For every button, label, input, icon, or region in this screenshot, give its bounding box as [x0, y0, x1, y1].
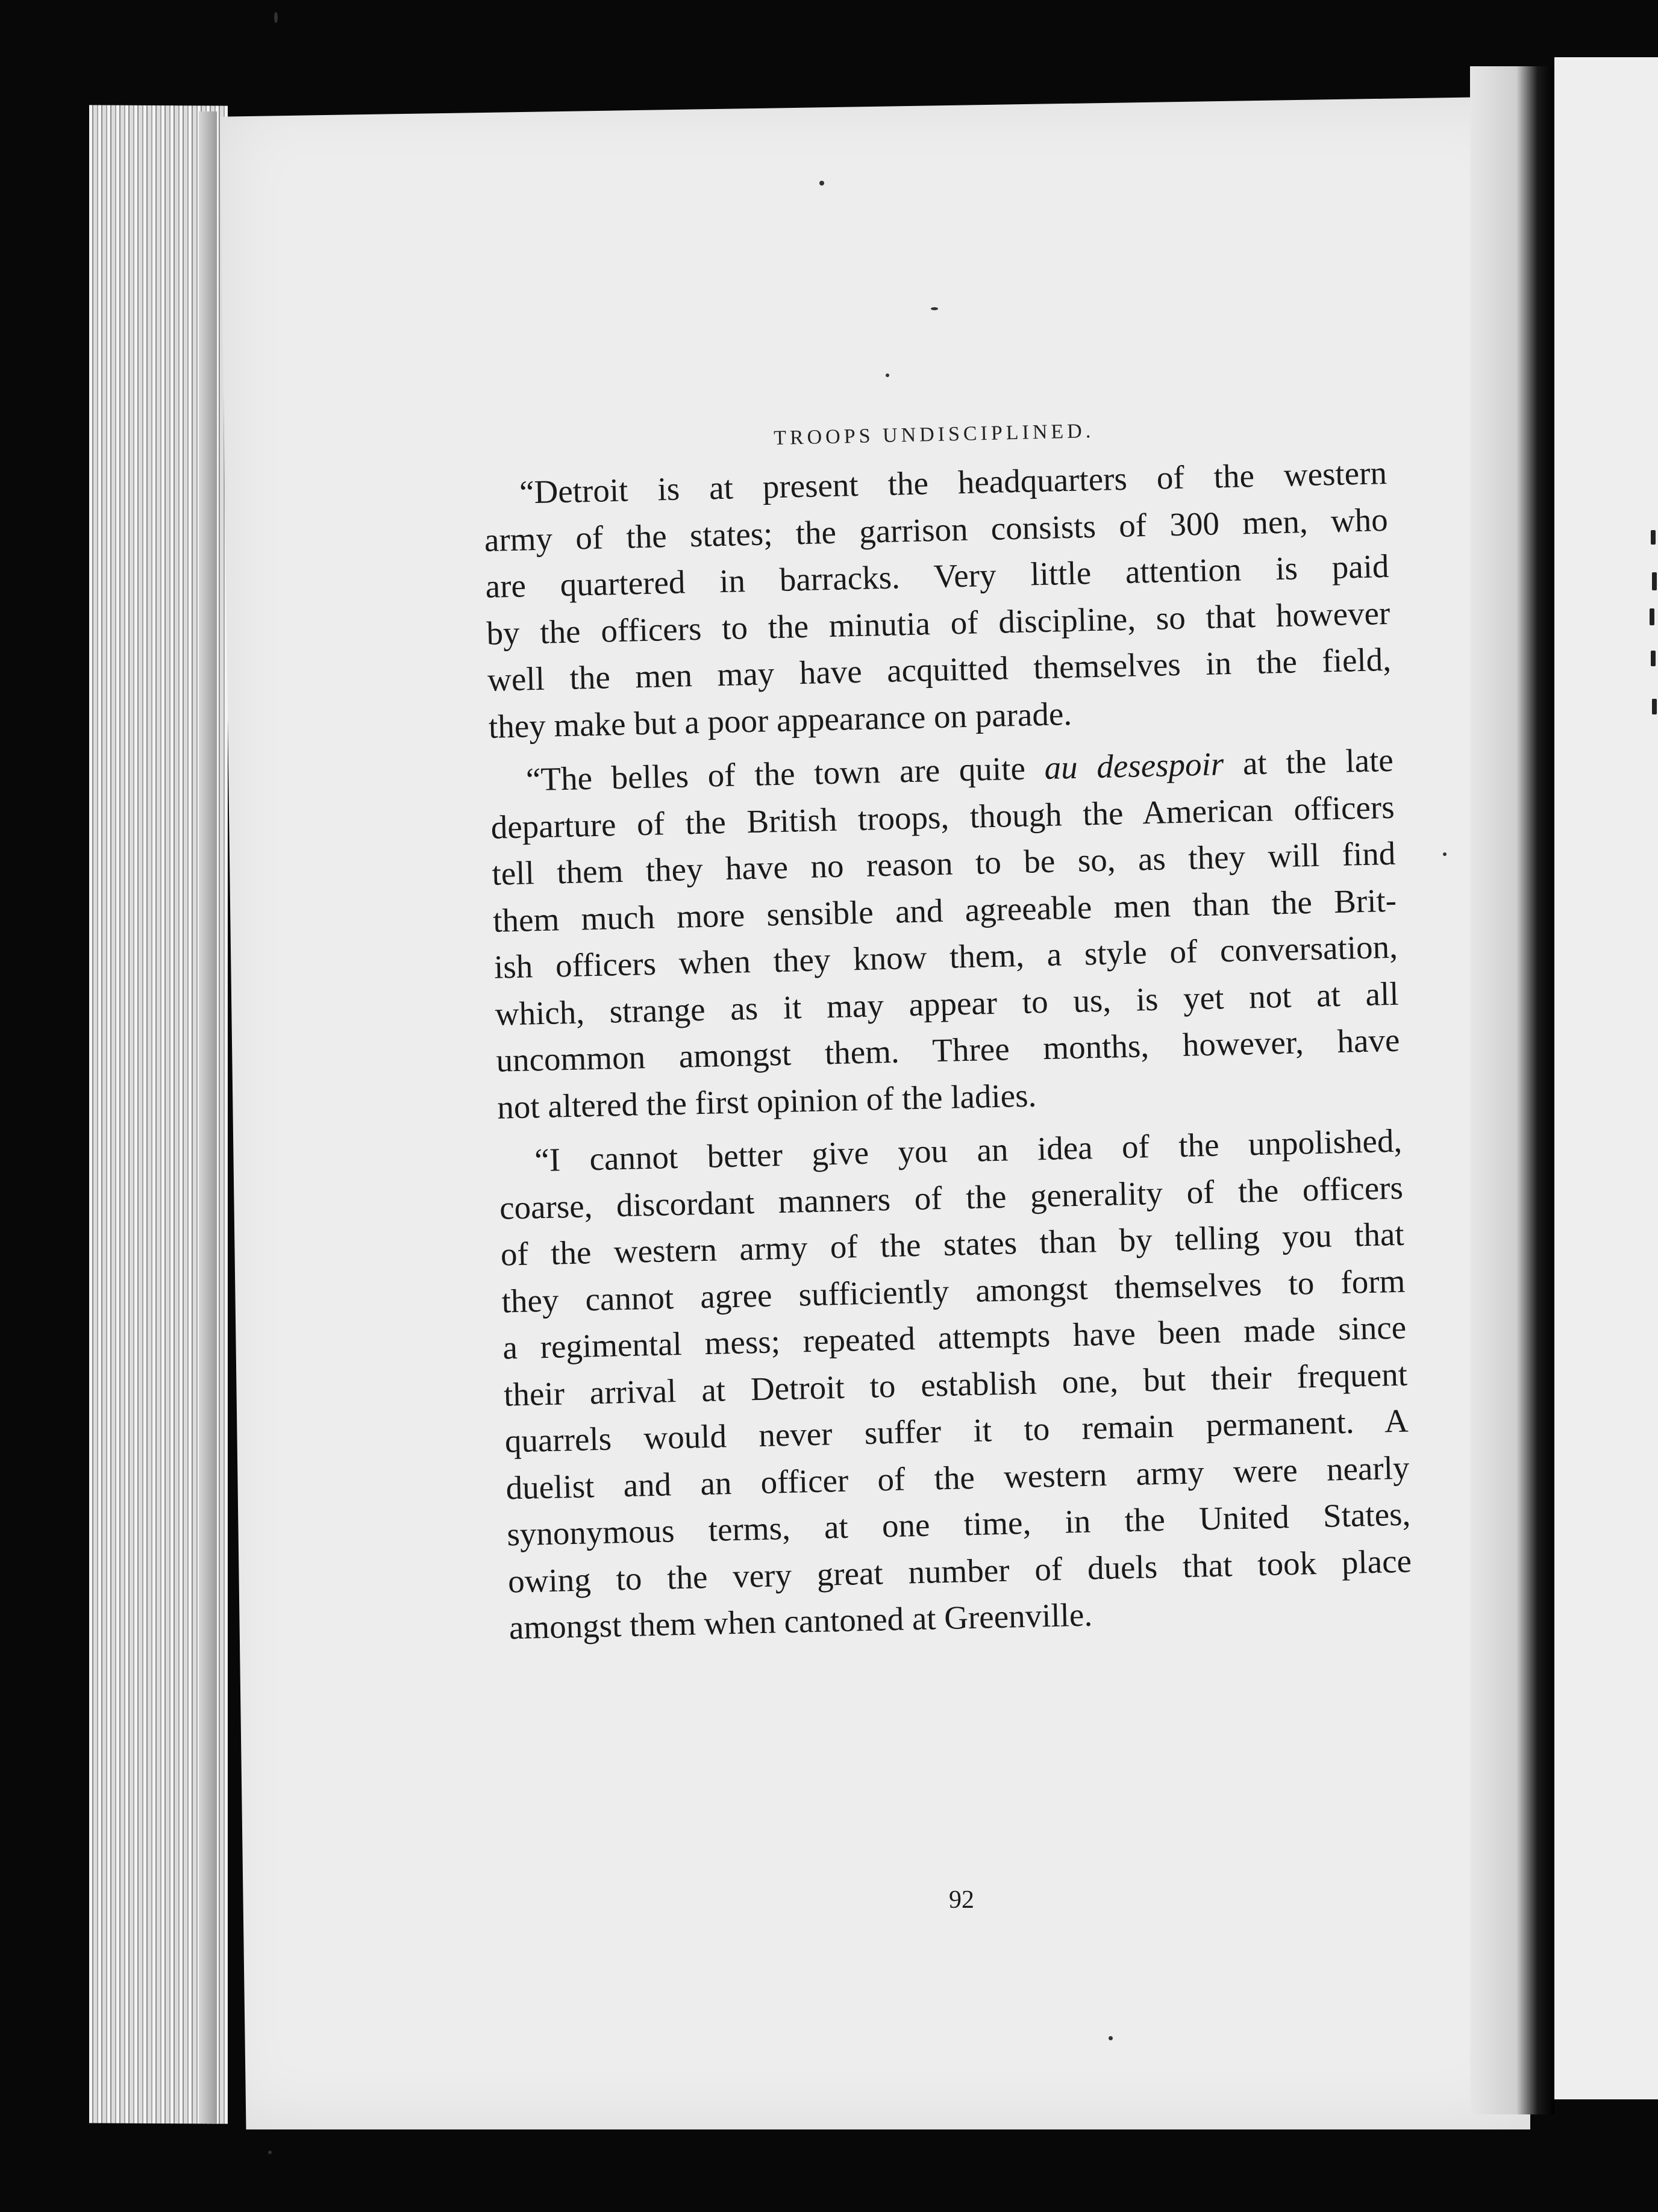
paragraph-1: [483, 449, 1392, 750]
text-line: tell them they have no reason to be so, as they will find: [491, 834, 1396, 892]
text-line: they cannot agree sufficiently amongst themselves to form: [501, 1262, 1406, 1320]
text-line: them much more sensible and agreeable men than the Brit-: [492, 881, 1397, 939]
paragraph-3: [498, 1117, 1413, 1651]
text-line: army of the states; the garrison consists of 300 men, who: [484, 501, 1389, 558]
page-edge-shadow: [199, 111, 217, 2123]
text-line: uncommon amongst them. Three months, however, have: [495, 1021, 1400, 1079]
text-line: owing to the very great number of duels that took place: [507, 1542, 1412, 1600]
paragraph-2: [489, 737, 1401, 1131]
page-number: 92: [949, 1886, 974, 1914]
text-line: are quartered in barracks. Very little attention is paid: [485, 547, 1390, 605]
text-line: a regimental mess; repeated attempts have been made since: [502, 1308, 1407, 1366]
text-line: “Detroit is at present the headquarters of the western: [519, 454, 1387, 511]
page-text-block: [482, 413, 1413, 1658]
text-line: “I cannot better give you an idea of the unpolished,: [534, 1122, 1403, 1179]
text-line: amongst them when cantoned at Greenville.: [508, 1596, 1093, 1646]
text-line: “The belles of the town are quite au desespoir at the late: [525, 741, 1394, 798]
text-line: coarse, discordant manners of the generality of the officers: [499, 1169, 1404, 1226]
text-line: which, strange as it may appear to us, is yet not at all: [495, 975, 1400, 1033]
text-line: synonymous terms, at one time, in the United States,: [506, 1495, 1411, 1553]
italic-phrase: au desespoir: [1043, 745, 1224, 786]
text-line: by the officers to the minutia of discipline, so that however: [486, 594, 1391, 652]
running-head: TROOPS UNDISCIPLINED.: [773, 419, 1095, 450]
text-line: ish officers when they know them, a style of conversation,: [493, 928, 1398, 986]
text-line: quarrels would never suffer it to remain permanent. A: [504, 1402, 1409, 1460]
text-line: not altered the first opinion of the ladies.: [496, 1076, 1037, 1126]
text-line: their arrival at Detroit to establish one, but their frequent: [503, 1355, 1408, 1413]
text-line: well the men may have acquitted themselves in the field,: [487, 640, 1392, 698]
text-line: of the western army of the states than by telling you that: [500, 1215, 1405, 1273]
text-line: duelist and an officer of the western army were nearly: [505, 1449, 1410, 1507]
binding-gutter: [1470, 66, 1554, 2114]
text-line: they make but a poor appearance on parade.: [488, 695, 1072, 745]
text-line: departure of the British troops, though the American officers: [490, 788, 1395, 846]
facing-page: [1554, 57, 1658, 2099]
